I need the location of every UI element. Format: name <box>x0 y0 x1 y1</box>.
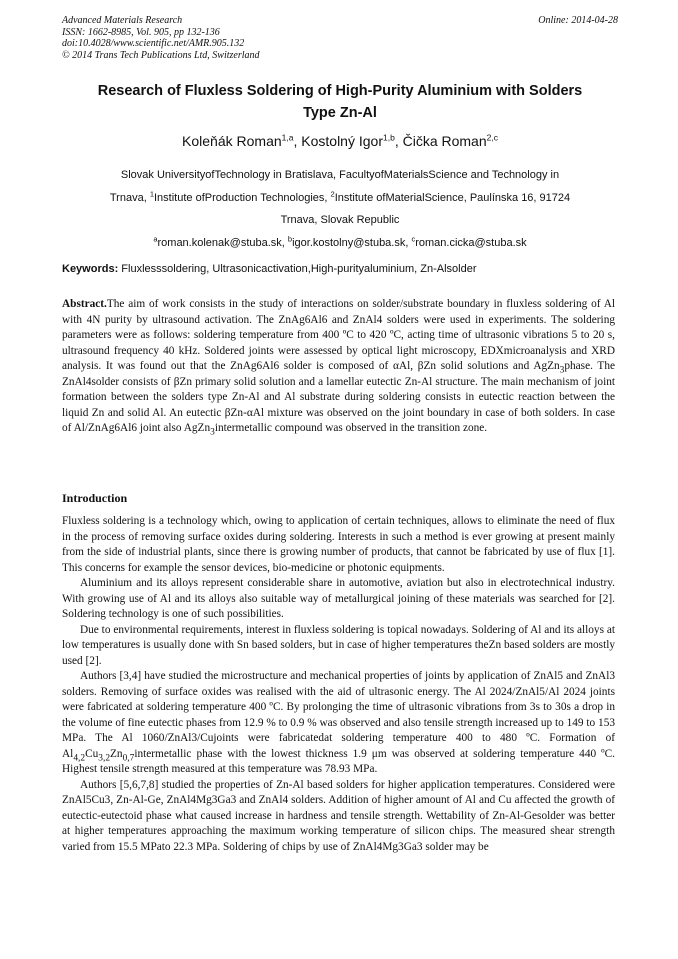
email-b[interactable]: igor.kostolny@stuba.sk, <box>292 236 412 249</box>
affiliation-sup-1: 1 <box>149 188 154 198</box>
author-3: Čička Roman <box>402 133 487 149</box>
doi-line: doi:10.4028/www.scientific.net/AMR.905.132 <box>62 38 245 49</box>
email-b-sup: b <box>287 233 293 243</box>
abstract-label: Abstract. <box>62 298 107 310</box>
affiliation-line-2 <box>62 187 618 210</box>
author-list: Koleňák Roman$^{1,a}$, Kostolný Igor$^{1,b}$, Čička Roman$^{2,c}$ <box>182 132 498 149</box>
email-c[interactable]: roman.cicka@stuba.sk <box>415 236 527 249</box>
keywords-label: Keywords: <box>62 263 119 275</box>
institute-2: Institute ofMaterialScience, Paulínska 16, 91724 <box>334 191 571 204</box>
issn-line: ISSN: 1662-8985, Vol. 905, pp 132-136 <box>62 26 220 38</box>
affiliation-line-3: Trnava, Slovak Republic <box>280 214 400 226</box>
journal-name: Advanced Materials Research <box>62 15 183 26</box>
intro-p4-sub-1: 4,2 <box>73 752 86 763</box>
intro-p4-mid-1: Cu <box>85 747 99 760</box>
journal-metadata <box>62 15 618 61</box>
abstract <box>62 297 615 437</box>
author-2: Kostolný Igor <box>301 133 383 149</box>
introduction-body <box>62 514 615 855</box>
abstract-sub-2: 3 <box>210 427 215 438</box>
intro-paragraph-4 <box>62 669 615 778</box>
intro-p4-sub-2: 3,2 <box>98 752 111 763</box>
affiliation-sup-2: 2 <box>330 188 335 198</box>
paper-title <box>62 80 618 124</box>
intro-paragraph-5: Authors [5,6,7,8] studied the properties of Zn-Al based solders for higher application temperatures. Considered were ZnAl5Cu3, Zn-Al-Ge, ZnAl4Mg3Ga3 and ZnAl4 solders. Addition of higher amount of Al and Cu affected the growth of eutectic-eutectoid phase what caused increase in hardness and tensile strength. Wettability of Zn-Al-Gesolder was better at higher temperatures approaching the maximum working temperature of silicon chips. The measured shear strength varied from 15.5 MPato 22.3 MPa. Soldering of chips by use of ZnAl4Mg3Ga3 solder may be <box>62 778 615 853</box>
author-3-sup: 2,c <box>486 132 498 143</box>
author-2-sup: 1,b <box>382 132 395 143</box>
keywords <box>62 262 618 277</box>
affiliation-line-1: Slovak UniversityofTechnology in Bratislava, FacultyofMaterialsScience and Technology in <box>120 169 560 181</box>
introduction-heading: Introduction <box>62 491 128 505</box>
intro-p4-mid-2: Zn <box>110 747 123 760</box>
email-a[interactable]: roman.kolenak@stuba.sk, <box>157 236 288 249</box>
institute-1: Institute ofProduction Technologies, <box>154 191 331 204</box>
copyright-line: © 2014 Trans Tech Publications Ltd, Switzerland <box>62 49 260 61</box>
affiliations <box>62 164 618 254</box>
online-date: Online: 2014-04-28 <box>538 15 618 26</box>
author-1-sup: 1,a <box>281 132 294 143</box>
abstract-text-1: The aim of work consists in the study of interactions on solder/substrate boundary in fluxless soldering of Al with 4N purity by ultrasound activation. The ZnAg6Al6 and ZnAl4 solders were used in experiments. The soldering parameters were as follows: soldering temperature from 400 ºC to 420 ºC, acting time of ultrasonic vibrations 5 to 20 s, ultrasound frequency 40 kHz. Soldered joints were assessed by optical light microscopy, EDXmicroanalysis and XRD analysis. It was found out that the ZnAg6Al6 solder is composed of αAl, βZn solid solutions and AgZn <box>62 298 615 372</box>
abstract-text-2: phase. The ZnAl4solder consists of βZn primary solid solution and a lamellar eutectic Zn-Al structure. The main mechanism of joint formation between the solders type Zn-Al and Al substrate during soldering consists in eutectic reaction between the liquid Zn and solid Al. An eutectic βZn-αAl mixture was observed on the joint boundary in case of both solders. In case of Al/ZnAg6Al6 joint also AgZn <box>62 360 615 434</box>
intro-p4-part-a: Authors [3,4] have studied the microstructure and mechanical properties of joints by application of ZnAl5 and ZnAl3 solders. Removing of surface oxides was realised with the aid of ultrasonic energy. The Al 2024/ZnAl5/Al 2024 joints were fabricated at soldering temperature 400 ºC. By prolonging the time of ultrasonic vibrations from 3s to 30s a drop in the volume of fine eutectic phases from 12.9 % to 0.9 % was observed and also tensile strength increased up to 149 to 153 MPa. The Al 1060/ZnAl3/Cujoints were fabricatedat soldering temperature 400 to 480 ºC. Formation of Al <box>62 670 615 760</box>
title-line-1: Research of Fluxless Soldering of High-Purity Aluminium with Solders <box>97 83 583 99</box>
email-a-sup: a <box>153 233 158 243</box>
abstract-text-3: intermetallic compound was observed in the transition zone. <box>214 422 488 434</box>
intro-paragraph-1: Fluxless soldering is a technology which, owing to application of certain techniques, allows to eliminate the need of flux in the process of removing surface oxides during soldering. Interests in such a method is ever growing at present mainly from the side of industrial plants, since there is growing number of products, that cannot be fabricated by use of flux [1]. This concerns for example the sensor devices, bio-medicine or photonic equipments. <box>62 515 615 574</box>
affiliation-city: Trnava, <box>109 191 150 204</box>
intro-p4-sub-3: 0,7 <box>122 752 135 763</box>
title-line-2: Type Zn-Al <box>303 105 377 121</box>
intro-paragraph-2: Aluminium and its alloys represent considerable share in automotive, aviation but also in electrotechnical industry. With growing use of Al and its alloys also suitable way of metallurgical joining of these materials was searched for [2]. Soldering technology is one of such possibilities. <box>62 577 615 620</box>
keywords-text: Fluxlesssoldering, Ultrasonicactivation,High-purityaluminium, Zn-Alsolder <box>118 263 477 275</box>
abstract-sub-1: 3 <box>559 365 565 376</box>
intro-paragraph-3: Due to environmental requirements, interest in fluxless soldering is topical nowadays. Soldering of Al and its alloys at low temperatures is usually done with Sn based solders, but in case of higher temperatures theZn based solders are mostly used [2]. <box>62 623 615 667</box>
email-line <box>62 232 618 255</box>
email-c-sup: c <box>411 233 416 243</box>
intro-p4-part-b: intermetallic phase with the lowest thickness 1.9 μm was observed at soldering temperature 440 ºC. Highest tensile strength measured at this temperature was 78.93 MPa. <box>62 747 615 775</box>
author-1: Koleňák Roman <box>182 133 282 149</box>
